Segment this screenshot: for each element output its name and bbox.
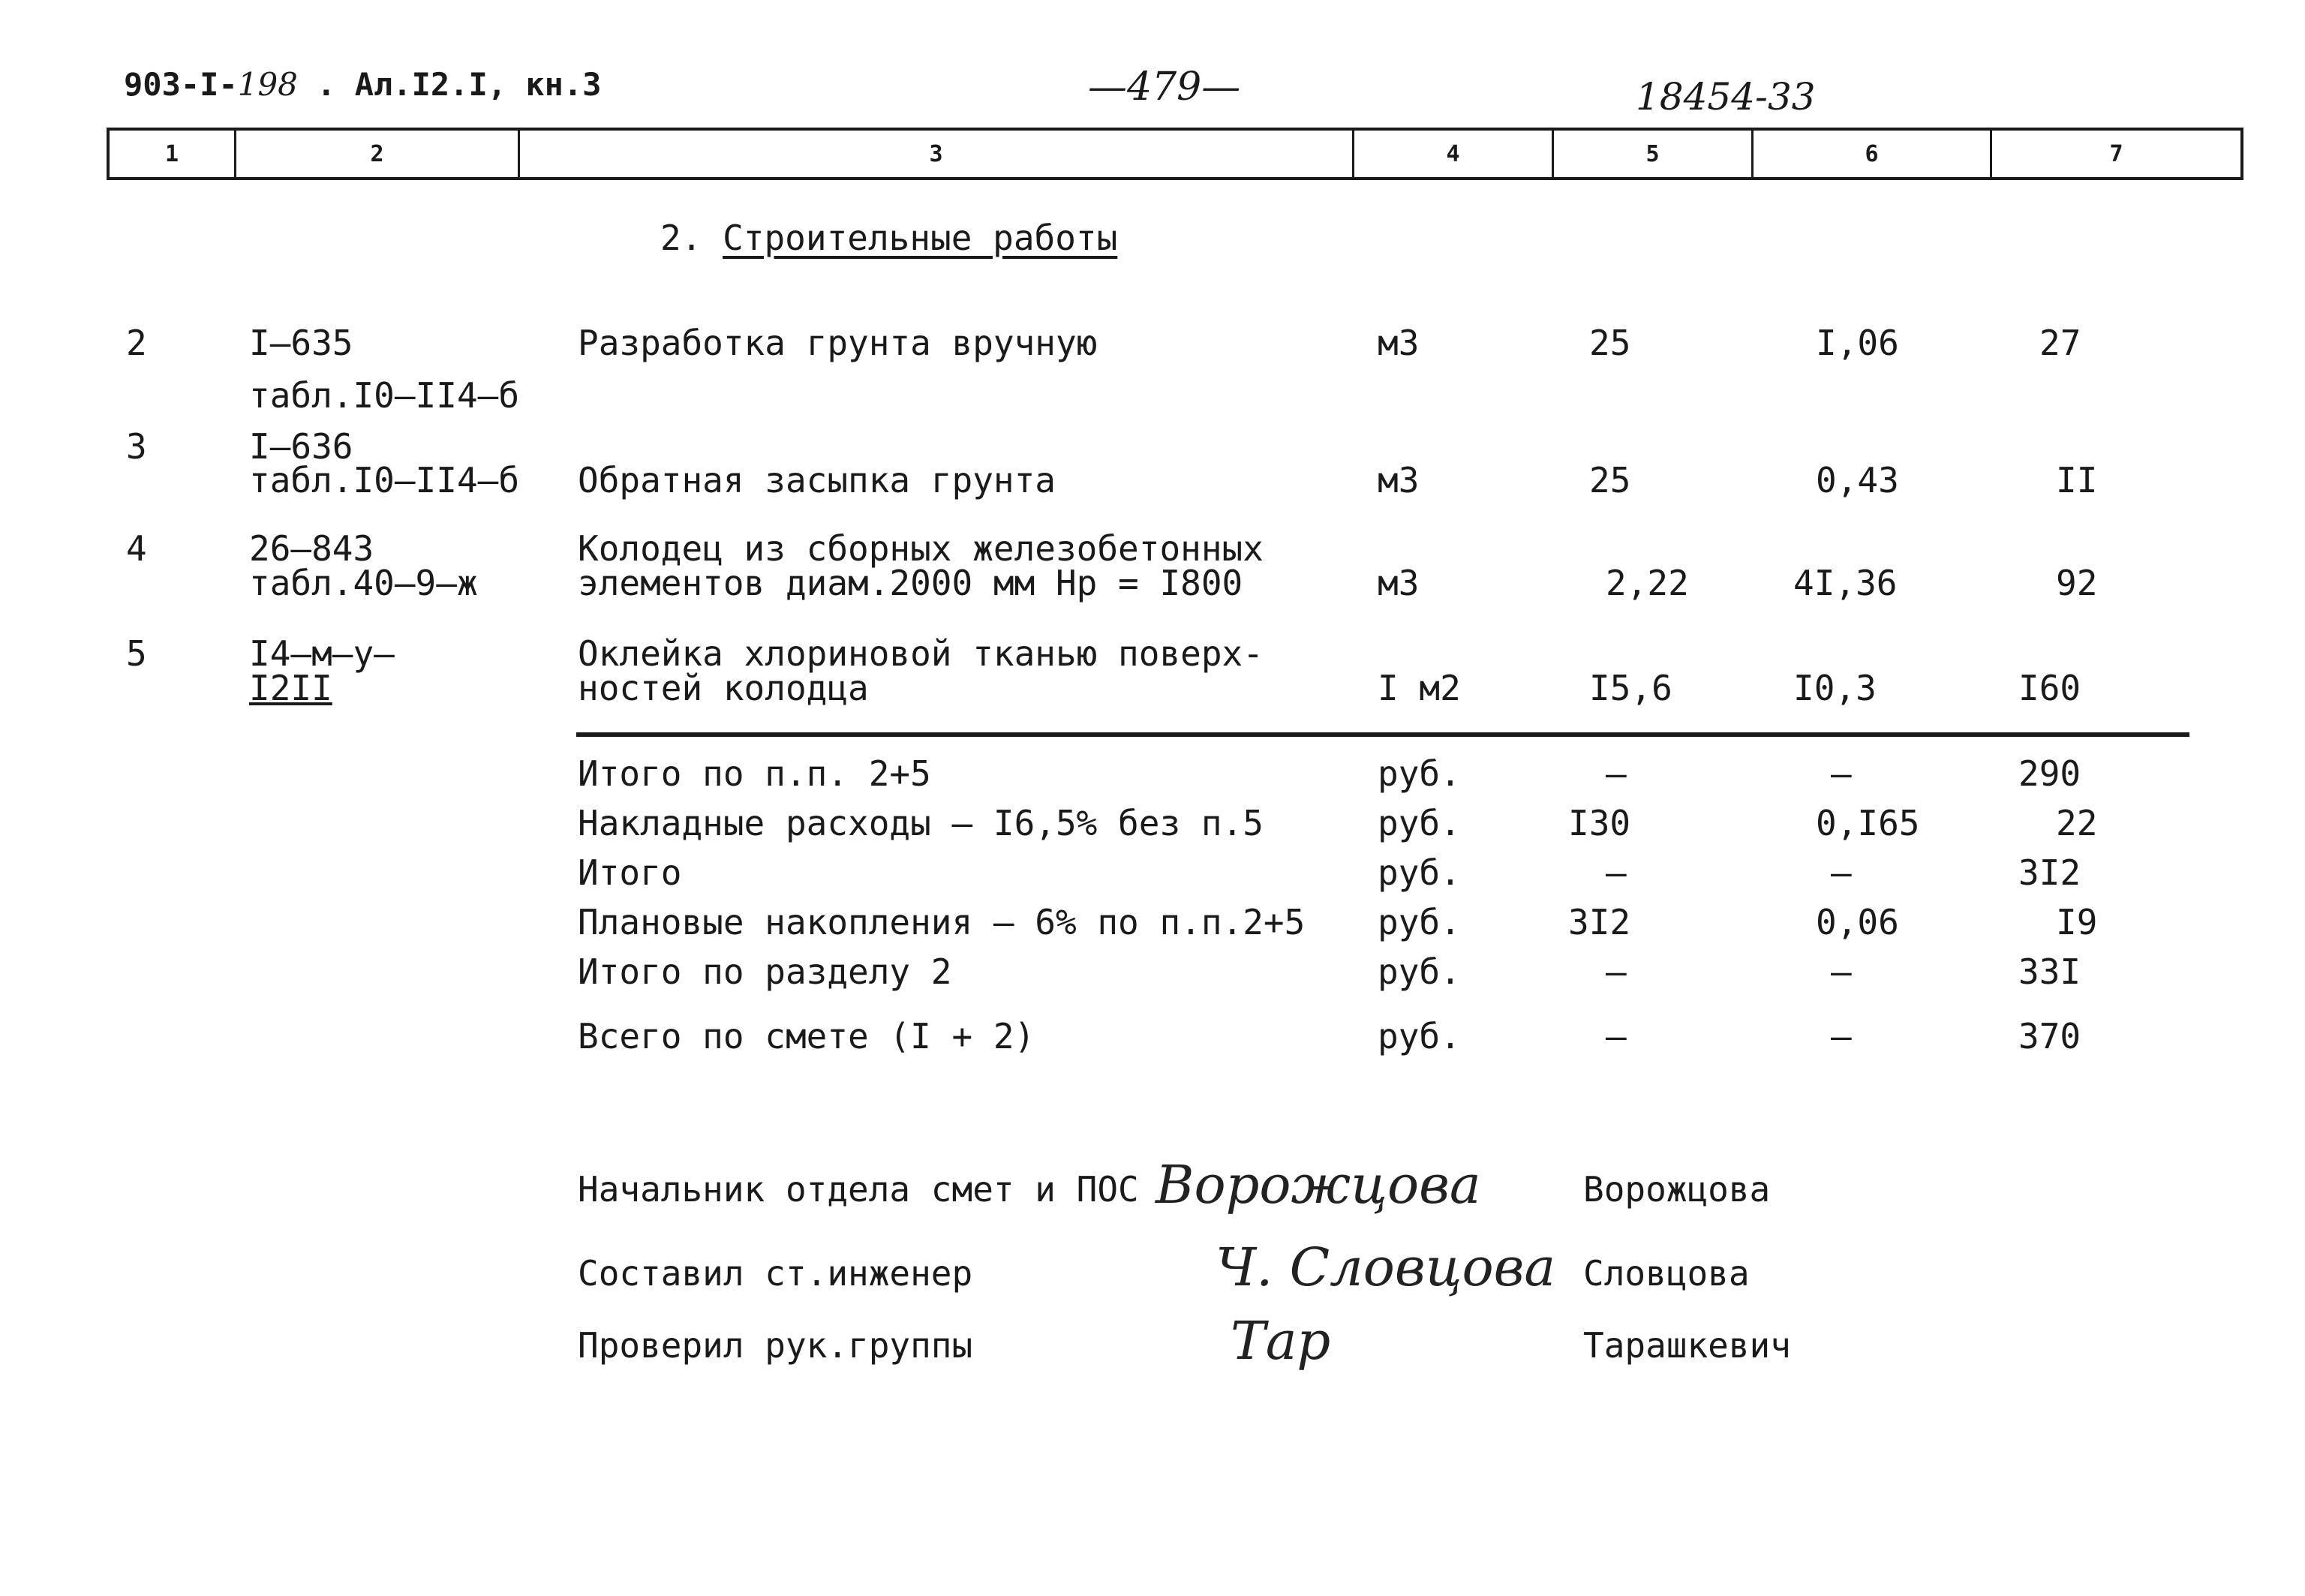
totals-cost: 3I2 — [2018, 852, 2081, 893]
row-number: 5 — [126, 633, 147, 674]
section-title-text: Строительные работы — [723, 218, 1118, 258]
totals-rule — [576, 732, 2189, 737]
row-code: 26–843 — [249, 528, 374, 569]
row-code: I–636 — [249, 426, 353, 467]
column-number: 1 — [164, 140, 179, 167]
handwritten-signature: Тар — [1231, 1310, 1331, 1372]
totals-unit-price: 0,I65 — [1816, 803, 1920, 843]
grand-total-cost: 370 — [2018, 1016, 2081, 1056]
row-number: 4 — [126, 528, 147, 569]
totals-unit-price: – — [1831, 852, 1852, 893]
row-unit: м3 — [1378, 563, 1420, 603]
totals-quantity: – — [1606, 951, 1627, 992]
totals-name: Итого по п.п. 2+5 — [578, 753, 931, 794]
totals-cost: I9 — [2056, 902, 2098, 942]
row-quantity: 25 — [1589, 323, 1631, 363]
signature-role: Составил ст.инженер — [578, 1253, 973, 1294]
row-name-line2: элементов диам.2000 мм Нр = I800 — [578, 563, 1243, 603]
totals-quantity: 3I2 — [1568, 902, 1631, 942]
section-title — [660, 218, 1117, 258]
totals-quantity: – — [1606, 852, 1627, 893]
row-unit-price: I,06 — [1816, 323, 1899, 363]
totals-name: Плановые накопления – 6% по п.п.2+5 — [578, 902, 1306, 942]
row-unit: I м2 — [1378, 668, 1461, 708]
row-unit: м3 — [1378, 460, 1420, 500]
totals-name: Накладные расходы – I6,5% без п.5 — [578, 803, 1264, 843]
totals-name: Итого по разделу 2 — [578, 951, 952, 992]
grand-total-name: Всего по смете (I + 2) — [578, 1016, 1035, 1056]
inventory-number: 18454-33 — [1636, 75, 1816, 119]
signature-role: Начальник отдела смет и ПОС — [578, 1169, 1139, 1210]
row-unit-price: 4I,36 — [1793, 563, 1898, 603]
column-number: 4 — [1352, 131, 1552, 177]
column-number: 2 — [234, 131, 518, 177]
row-quantity: 25 — [1589, 460, 1631, 500]
row-name-line2: ностей колодца — [578, 668, 869, 708]
document-code-suffix: . Ал.I2.I, кн.3 — [297, 66, 602, 103]
grand-total-quantity: – — [1606, 1016, 1627, 1056]
row-number: 3 — [126, 426, 147, 467]
totals-unit: руб. — [1378, 803, 1461, 843]
row-unit: м3 — [1378, 323, 1420, 363]
row-cost: II — [2056, 460, 2098, 500]
section-number: 2. — [660, 218, 702, 258]
column-number: 5 — [1552, 131, 1751, 177]
document-code-prefix: 903-I- — [124, 66, 238, 103]
row-name: Разработка грунта вручную — [578, 323, 1098, 363]
row-name: Оклейка хлориновой тканью поверх- — [578, 633, 1264, 674]
row-quantity: 2,22 — [1606, 563, 1689, 603]
page-number: —479— — [1088, 65, 1241, 110]
totals-quantity: I30 — [1568, 803, 1631, 843]
signature-name: Тарашкевич — [1583, 1325, 1791, 1366]
totals-unit: руб. — [1378, 852, 1461, 893]
row-name: Колодец из сборных железобетонных — [578, 528, 1264, 569]
handwritten-signature: Ч. Словцова — [1216, 1237, 1556, 1298]
totals-unit: руб. — [1378, 753, 1461, 794]
row-code-table: I2II — [249, 668, 332, 708]
grand-total-unit-price: – — [1831, 1016, 1852, 1056]
row-code-table: табл.40–9–ж — [249, 563, 478, 603]
row-code: I–635 — [249, 323, 353, 363]
row-code-table: табл.I0–II4–б — [249, 460, 520, 500]
row-cost: 92 — [2056, 563, 2098, 603]
totals-unit: руб. — [1378, 951, 1461, 992]
totals-name: Итого — [578, 852, 682, 893]
row-cost: 27 — [2039, 323, 2081, 363]
document-code-handwritten: 198 — [237, 66, 298, 103]
row-name: Обратная засыпка грунта — [578, 460, 1056, 500]
row-number: 2 — [126, 323, 147, 363]
totals-unit-price: – — [1831, 753, 1852, 794]
signature-name: Ворожцова — [1583, 1169, 1771, 1210]
totals-unit-price: 0,06 — [1816, 902, 1899, 942]
column-number: 6 — [1751, 131, 1990, 177]
totals-unit-price: – — [1831, 951, 1852, 992]
document-code — [124, 66, 601, 103]
row-cost: I60 — [2018, 668, 2081, 708]
column-number-row — [107, 128, 2243, 180]
totals-cost: 290 — [2018, 753, 2081, 794]
row-quantity: I5,6 — [1589, 668, 1672, 708]
column-number: 3 — [518, 131, 1352, 177]
totals-unit: руб. — [1378, 902, 1461, 942]
row-code-table: табл.I0–II4–б — [249, 375, 520, 416]
signature-role: Проверил рук.группы — [578, 1325, 973, 1366]
row-unit-price: 0,43 — [1816, 460, 1899, 500]
totals-quantity: – — [1606, 753, 1627, 794]
totals-cost: 22 — [2056, 803, 2098, 843]
signature-name: Словцова — [1583, 1253, 1750, 1294]
handwritten-signature: Ворожцова — [1156, 1154, 1481, 1216]
totals-cost: 33I — [2018, 951, 2081, 992]
grand-total-unit: руб. — [1378, 1016, 1461, 1056]
row-unit-price: I0,3 — [1793, 668, 1877, 708]
column-number: 7 — [1990, 131, 2240, 177]
row-code: I4–м–у– — [249, 633, 395, 674]
